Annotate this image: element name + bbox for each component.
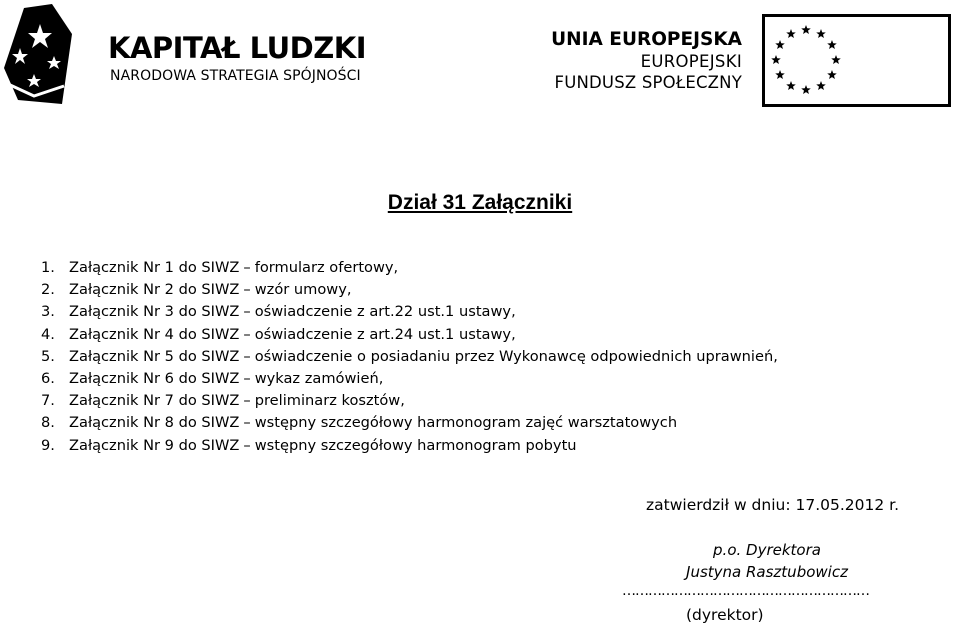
list-item-number: 2. (41, 281, 55, 299)
list-item (41, 368, 778, 390)
list-item-number: 4. (41, 325, 55, 343)
list-item-description: wstępny szczegółowy harmonogram zajęć warsztatowych (254, 414, 678, 432)
approval-date: zatwierdził w dniu: 17.05.2012 r. (646, 496, 900, 514)
list-item-description: wykaz zamówień, (254, 370, 384, 388)
eu-line-unia: UNIA EUROPEJSKA (551, 29, 742, 50)
list-item-description: wzór umowy, (254, 281, 352, 299)
list-item (41, 412, 778, 434)
list-item-number: 8. (41, 414, 55, 432)
list-item-number: 6. (41, 370, 55, 388)
list-item-description: oświadczenie z art.24 ust.1 ustawy, (254, 325, 516, 343)
list-item-number: 7. (41, 392, 55, 410)
list-item-description: oświadczenie z art.22 ust.1 ustawy, (254, 303, 516, 321)
list-item (41, 324, 778, 346)
list-item-separator: – (243, 303, 251, 321)
kapital-ludzki-title: KAPITAŁ LUDZKI (108, 31, 367, 65)
list-item (41, 257, 778, 279)
list-item-separator: – (243, 281, 251, 299)
list-item-name: Załącznik Nr 7 do SIWZ (69, 392, 240, 410)
list-item (41, 390, 778, 412)
list-item-name: Załącznik Nr 2 do SIWZ (69, 281, 240, 299)
list-item-separator: – (243, 414, 251, 432)
list-item-separator: – (243, 325, 251, 343)
list-item-name: Załącznik Nr 3 do SIWZ (69, 303, 240, 321)
list-item-number: 1. (41, 259, 55, 276)
list-item-separator: – (243, 392, 251, 410)
list-item-number: 3. (41, 303, 55, 321)
list-item-name: Załącznik Nr 9 do SIWZ (69, 436, 240, 454)
list-item-separator: – (243, 259, 251, 276)
list-item-name: Załącznik Nr 5 do SIWZ (69, 347, 240, 365)
list-item-name: Załącznik Nr 8 do SIWZ (69, 414, 240, 432)
list-item-separator: – (243, 370, 251, 388)
director-label: (dyrektor) (686, 606, 764, 624)
list-item-description: oświadczenie o posiadaniu przez Wykonawcę odpowiednich uprawnień, (254, 347, 778, 365)
page-title: Dział 31 Załączniki (387, 191, 573, 214)
eu-label (520, 29, 742, 93)
list-item-separator: – (243, 347, 251, 365)
list-item-number: 5. (41, 347, 55, 365)
list-item-name: Załącznik Nr 6 do SIWZ (69, 370, 240, 388)
kapital-ludzki-logo-icon (4, 4, 78, 104)
list-item-number: 9. (41, 436, 55, 454)
eu-line-europejski: EUROPEJSKI (640, 52, 742, 71)
list-item (41, 346, 778, 368)
list-item (41, 301, 778, 323)
eu-line-fundusz: FUNDUSZ SPOŁECZNY (554, 73, 742, 92)
list-item-separator: – (243, 436, 251, 454)
signature-title: p.o. Dyrektora (713, 541, 821, 559)
list-item-name: Załącznik Nr 4 do SIWZ (69, 325, 240, 343)
list-item-name: Załącznik Nr 1 do SIWZ (69, 259, 240, 276)
signature-dotted-line: ………………………………………………… (622, 583, 869, 599)
list-item-description: preliminarz kosztów, (254, 392, 405, 410)
list-item (41, 435, 778, 457)
attachments-list (41, 257, 778, 457)
signature-name: Justyna Rasztubowicz (686, 563, 848, 581)
list-item-description: formularz ofertowy, (254, 259, 399, 276)
kapital-ludzki-subtitle: NARODOWA STRATEGIA SPÓJNOŚCI (110, 68, 361, 84)
eu-flag-icon (762, 14, 951, 107)
list-item (41, 279, 778, 301)
list-item-description: wstępny szczegółowy harmonogram pobytu (254, 436, 577, 454)
